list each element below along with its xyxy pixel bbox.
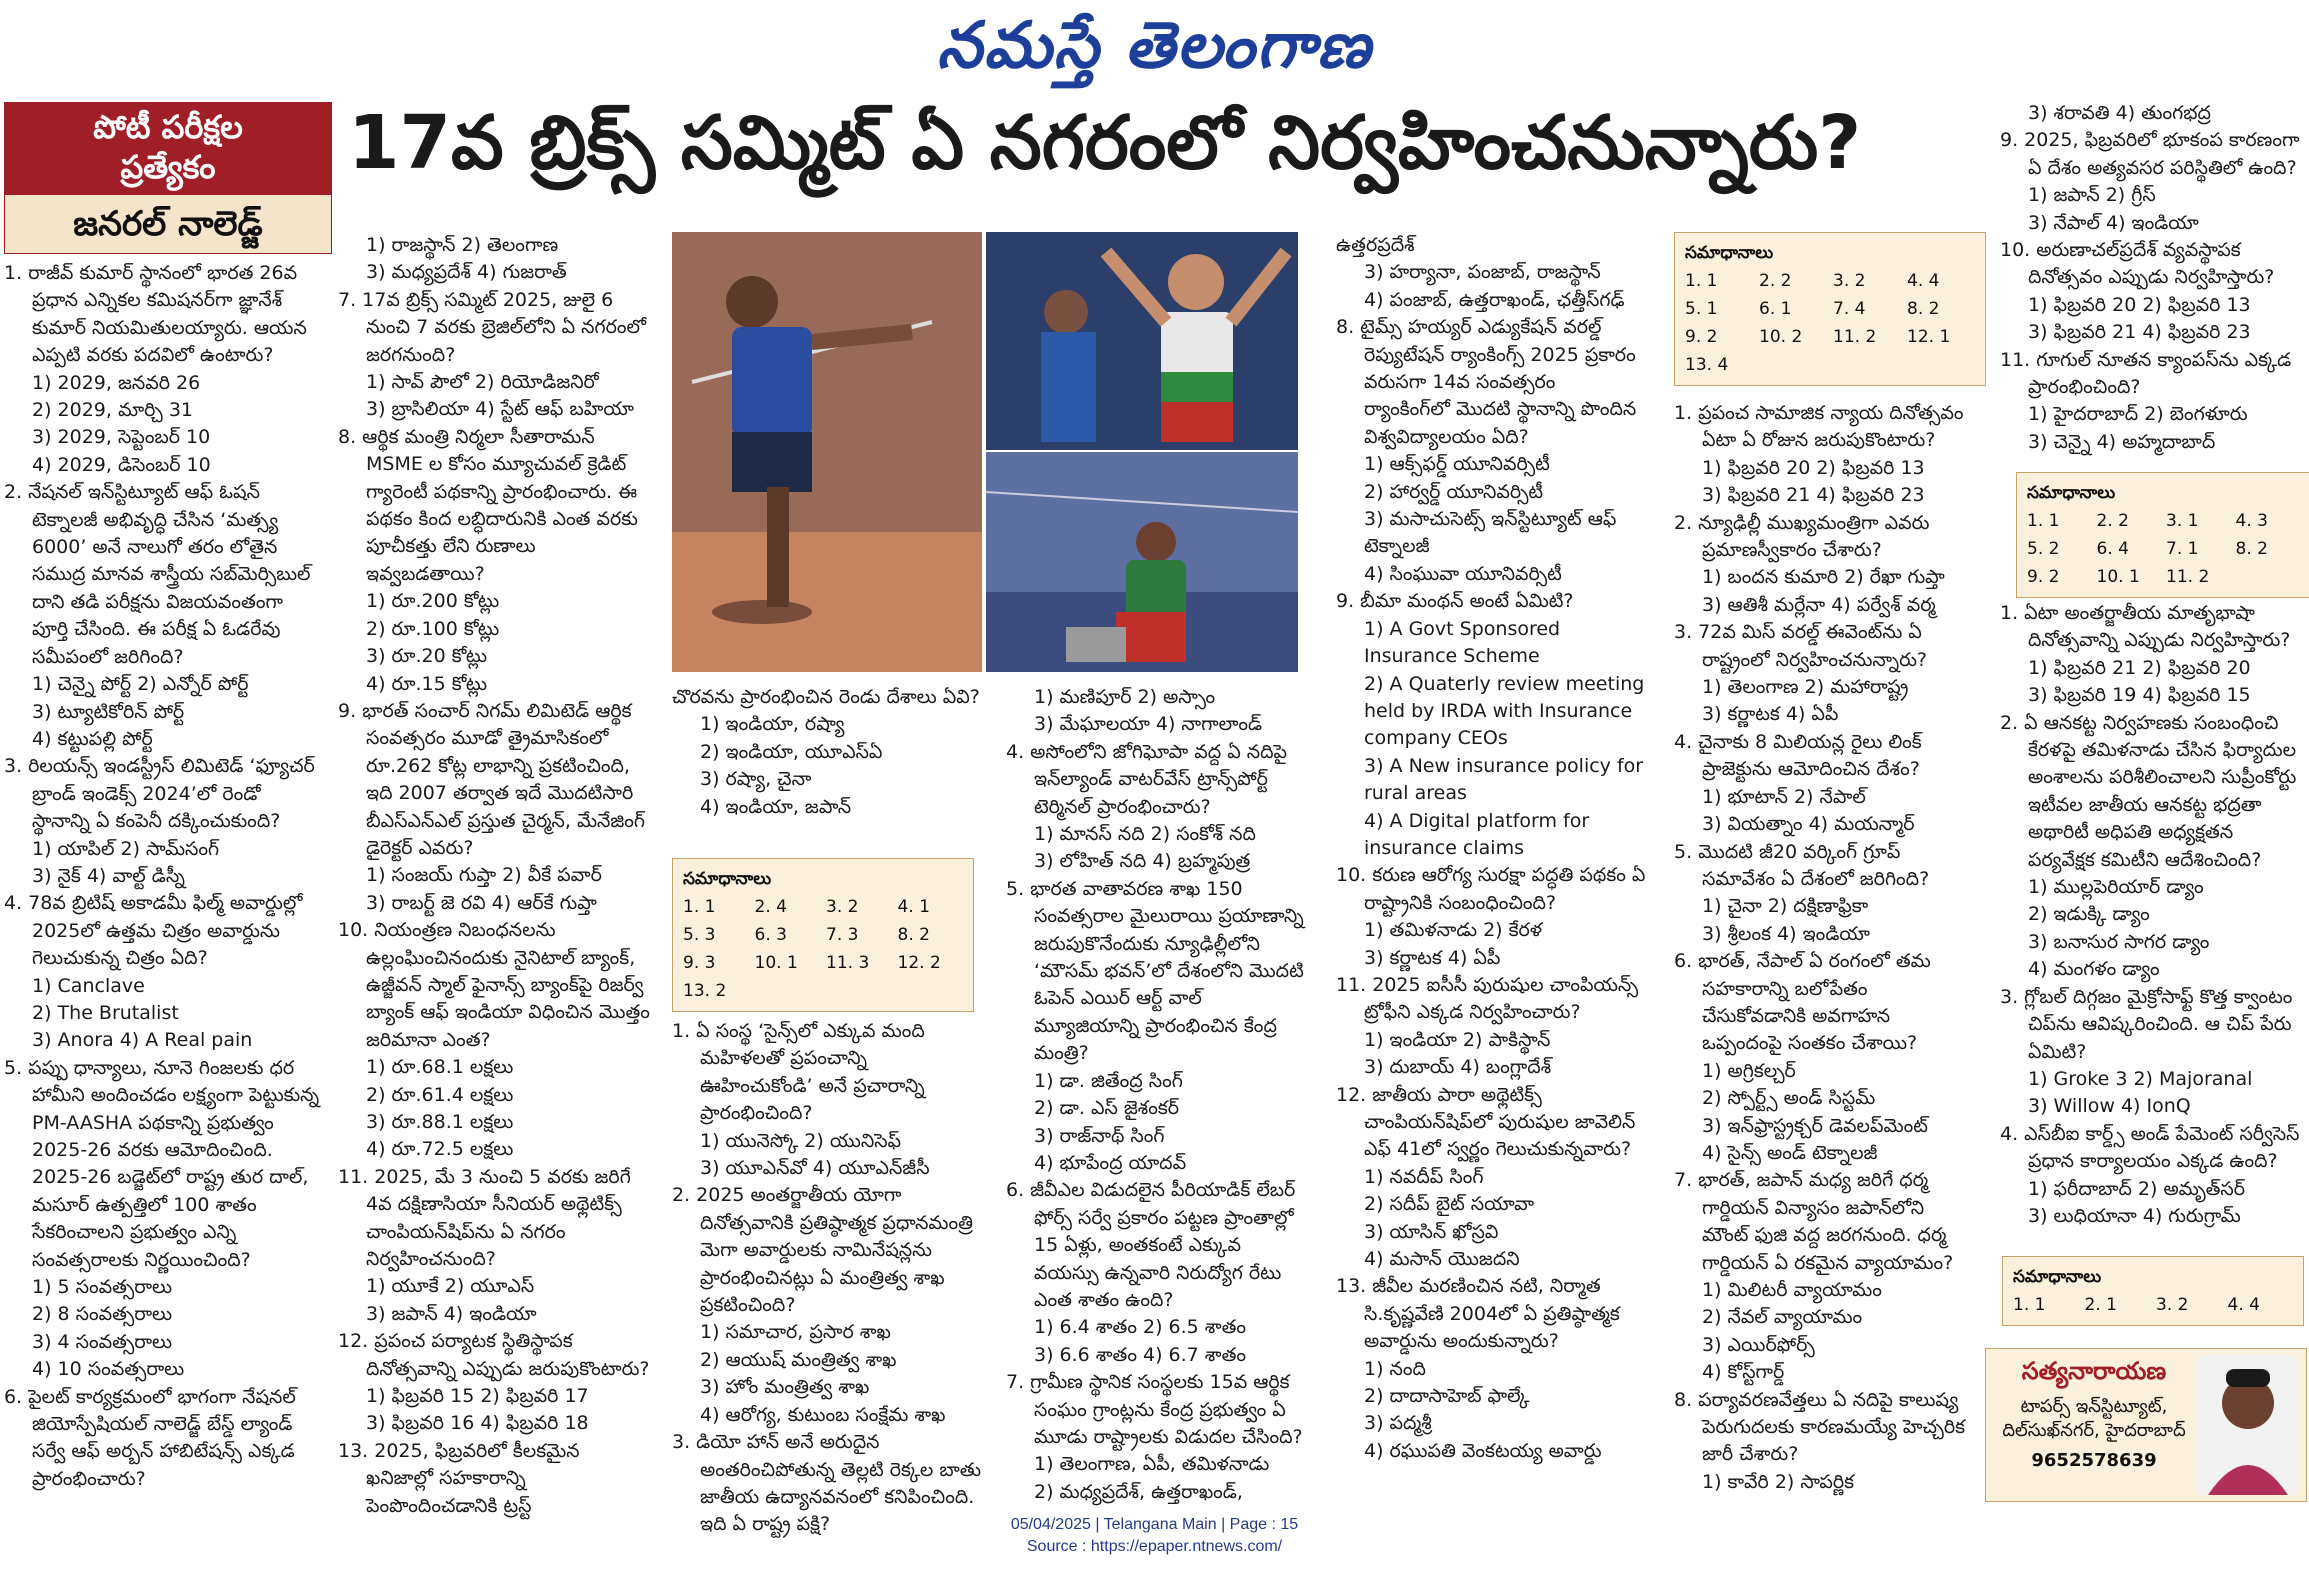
- answer-item: 8. 2: [1907, 299, 1940, 319]
- option-text: 1) సంజయ్ గుప్తా 2) వీకే పవార్: [366, 864, 602, 887]
- option-text: 3) యాసిన్ ఖోస్రవి: [1364, 1220, 1499, 1243]
- option-text: 1) A Govt Sponsored Insurance Scheme: [1364, 617, 1561, 668]
- answers-grid: [1685, 267, 1975, 379]
- option-text: 1) Groke 3 2) Majoranal: [2028, 1067, 2253, 1090]
- question-text: 10. నియంత్రణ నిబంధనలను ఉల్లంఘించినందుకు నైనిటాల్ బ్యాంక్, ఉజ్జీవన్ స్మాల్ ఫైనాన్స్ బ్యాంక్‌పై రిజర్వ్ బ్యాంక్ ఆఫ్ ఇండియా విధించిన మొత్తం జరిమానా ఎంత?: [338, 919, 650, 1051]
- question-text: 3. గ్లోబల్ దిగ్గజం మైక్రోసాఫ్ట్ కొత్త క్వాంటం చిప్‌ను ఆవిష్కరించింది. ఆ చిప్ పేరు ఏమిటి?: [2000, 985, 2293, 1063]
- answer-item: 3. 2: [2156, 1295, 2189, 1315]
- question-text: 9. 2025, ఫిబ్రవరిలో భూకంప కారణంగా ఏ దేశం అత్యవసర పరిస్థితిలో ఉంది?: [2000, 129, 2300, 179]
- option-text: 4) A Digital platform for insurance claims: [1364, 809, 1590, 859]
- option-text: 3) రాజ్‌నాథ్ సింగ్: [1034, 1124, 1165, 1147]
- masthead: నమస్తే తెలంగాణ: [936, 8, 1373, 83]
- option-text: 2) డా. ఎస్ జైశంకర్: [1034, 1097, 1180, 1120]
- option-text: 1) 6.4 శాతం 2) 6.5 శాతం: [1034, 1316, 1246, 1339]
- option-text: 3) ఎయిర్‌ఫోర్స్: [1702, 1333, 1815, 1356]
- question-text: 9. బీమా మంథన్ అంటే ఏమిటి?: [1336, 590, 1574, 613]
- option-text: 1) Canclave: [32, 974, 145, 997]
- section-line1: పోటీ పరీక్షల: [93, 108, 243, 146]
- column-6: [1674, 400, 1974, 1496]
- question-text: 9. భారత్ సంచార్ నిగమ్ లిమిటెడ్ ఆర్థిక సంవత్సరం మూడో త్రైమాసికంలో రూ.262 కోట్ల లాభాన్ని ప్రకటించింది, ఇది 2007 తర్వాత ఇదే మొదటిసారి బీఎస్ఎన్ఎల్ ప్రస్తుత చైర్మన్, మేనేజింగ్ డైరెక్టర్ ఎవరు?: [338, 699, 645, 859]
- option-text: 4) భూపేంద్ర యాదవ్: [1034, 1151, 1187, 1174]
- question-text: 12. జాతీయ పారా అథ్లెటిక్స్ చాంపియన్‌షిప్‌లో పురుషుల జావెలిన్ ఎఫ్ 41లో స్వర్ణం గెలుచుకున్నవారు?: [1336, 1083, 1636, 1161]
- option-text: 1) యునెస్కో 2) యునిసెఫ్: [700, 1129, 902, 1152]
- column-7-top: [2000, 100, 2300, 456]
- answer-item: 4. 4: [2227, 1295, 2260, 1315]
- option-text: 2) మధ్యప్రదేశ్, ఉత్తరాఖండ్,: [1034, 1480, 1243, 1503]
- headline: 17వ బ్రిక్స్ సమ్మిట్ ఏ నగరంలో నిర్వహించనున్నారు?: [348, 100, 1862, 186]
- author-name: సత్యనారాయణ: [2021, 1357, 2167, 1385]
- option-text: 3) ఫిబ్రవరి 19 4) ఫిబ్రవరి 15: [2028, 684, 2251, 707]
- question-text: 4. చైనాకు 8 మిలియన్ల రైలు లింక్ ప్రాజెక్టును ఆమోదించిన దేశం?: [1674, 730, 1922, 781]
- option-text: 3) Anora 4) A Real pain: [32, 1029, 253, 1052]
- option-text: 3) వియత్నాం 4) మయన్మార్: [1702, 813, 1915, 836]
- option-text: 1) యాపిల్ 2) సామ్‌సంగ్: [32, 837, 220, 860]
- option-text: 2) నేవల్ వ్యాయామం: [1702, 1306, 1863, 1329]
- answer-item: 6. 3: [754, 925, 787, 945]
- question-text: 3. 72వ మిస్ వరల్డ్ ఈవెంట్‌ను ఏ రాష్ట్రంలో నిర్వహించనున్నారు?: [1674, 621, 1928, 671]
- option-text: 3) శరావతి 4) తుంగభద్ర: [2028, 102, 2211, 124]
- column-7-bottom: [2000, 600, 2300, 1230]
- answer-item: 12. 1: [1907, 327, 1951, 347]
- option-text: 3) ఫిబ్రవరి 21 4) ఫిబ్రవరి 23: [2028, 321, 2251, 344]
- question-text: 1. రాజీవ్ కుమార్ స్థానంలో భారత 26వ ప్రధాన ఎన్నికల కమిషనర్‌గా జ్ఞానేశ్ కుమార్ నియమితులయ్యారు. ఆయన ఎప్పటి వరకు పదవిలో ఉంటారు?: [4, 262, 307, 367]
- answer-item: 1. 1: [2013, 1295, 2046, 1315]
- option-text: 1) ఫిబ్రవరి 20 2) ఫిబ్రవరి 13: [1702, 456, 1925, 479]
- option-text: 3) 2029, సెప్టెంబర్ 10: [32, 426, 211, 449]
- answer-item: 5. 3: [683, 925, 716, 945]
- answer-item: 9. 2: [1685, 327, 1718, 347]
- option-text: 1) రాజస్థాన్ 2) తెలంగాణ: [366, 234, 559, 256]
- answer-item: 5. 2: [2027, 539, 2060, 559]
- answer-item: 13. 4: [1685, 355, 1729, 375]
- option-text: 1) ఇండియా 2) పాకిస్థాన్: [1364, 1028, 1551, 1051]
- footer: [0, 1514, 2309, 1558]
- footer-source: Source : https://epaper.ntnews.com/: [1026, 1538, 1283, 1555]
- answer-item: 1. 1: [1685, 271, 1718, 291]
- answer-item: 2. 2: [1759, 271, 1792, 291]
- option-text: 2) రూ.100 కోట్లు: [366, 617, 500, 640]
- option-text: 1) 5 సంవత్సరాలు: [32, 1276, 173, 1299]
- answer-item: 2. 4: [754, 897, 787, 917]
- option-text: 3) లుధియానా 4) గురుగ్రామ్: [2028, 1204, 2241, 1227]
- option-text: 3) హర్యానా, పంజాబ్, రాజస్థాన్: [1364, 261, 1601, 284]
- answer-item: 1. 1: [2027, 511, 2060, 531]
- section-tag: [4, 102, 332, 254]
- question-text: 11. గూగుల్ నూతన క్యాంపస్‌ను ఎక్కడ ప్రారంభించింది?: [2000, 348, 2292, 399]
- option-text: 4) ఆరోగ్య, కుటుంబ సంక్షేమ శాఖ: [700, 1403, 946, 1426]
- option-text: 4) ఇండియా, జపాన్: [700, 795, 852, 818]
- question-text: 8. టైమ్స్ హయ్యర్ ఎడ్యుకేషన్ వరల్డ్ రెప్యుటేషన్ ర్యాంకింగ్స్ 2025 ప్రకారం వరుసగా 14వ సంవత్సరం ర్యాంకింగ్‌లో మొదటి స్థానాన్ని పొందిన విశ్వవిద్యాలయం ఏది?: [1336, 316, 1637, 448]
- option-text: 4) రూ.72.5 లక్షలు: [366, 1138, 514, 1161]
- option-text: 1) మానస్ నది 2) సంకోశ్ నది: [1034, 823, 1256, 846]
- option-text: 1) ఫరీదాబాద్ 2) అమృత్‌సర్: [2028, 1177, 2245, 1200]
- option-text: 3) A New insurance policy for rural areas: [1364, 754, 1644, 805]
- author-line1: టాపర్స్ ఇన్‌స్టిట్యూట్,: [2020, 1396, 2168, 1417]
- option-text: 4) సింఘువా యూనివర్సిటీ: [1364, 562, 1562, 585]
- option-text: 4) మసాన్ యొజదని: [1364, 1248, 1520, 1271]
- option-text: 3) కర్ణాటక 4) ఏపీ: [1364, 946, 1501, 969]
- question-text: 8. ఆర్థిక మంత్రి నిర్మలా సీతారామన్ MSME ల కోసం మ్యూచువల్ క్రెడిట్ గ్యారెంటీ పథకాన్ని ప్రారంభించారు. ఈ పథకం కింద లబ్ధిదారునికి ఎంత వరకు పూచీకత్తు లేని రుణాలు ఇవ్వబడతాయి?: [338, 425, 638, 585]
- option-text: 1) ఇండియా, రష్యా: [700, 713, 845, 736]
- option-text: 1) జపాన్ 2) గ్రీస్: [2028, 184, 2156, 207]
- option-text: 1) యూకే 2) యూఎస్: [366, 1275, 535, 1298]
- option-text: 2) The Brutalist: [32, 1001, 179, 1024]
- question-text: 2. న్యూఢిల్లీ ముఖ్యమంత్రిగా ఎవరు ప్రమాణస్వీకారం చేశారు?: [1674, 511, 1930, 562]
- photo-athlete: [672, 232, 982, 672]
- answer-item: 7. 1: [2166, 539, 2199, 559]
- question-text: 5. మొదటి జీ20 వర్కింగ్ గ్రూప్ సమావేశం ఏ దేశంలో జరిగింది?: [1674, 840, 1930, 890]
- option-text: 1) బందన కుమారి 2) రేఖా గుప్తా: [1702, 566, 1945, 589]
- answer-item: 1. 1: [683, 897, 716, 917]
- answers-grid: [2027, 507, 2299, 591]
- answers-title: సమాధానాలు: [1685, 243, 1774, 263]
- option-text: 1) హైదరాబాద్ 2) బెంగళూరు: [2028, 403, 2248, 426]
- option-text: 2) సదీప్ బైట్ సయావా: [1364, 1193, 1534, 1216]
- option-text: 1) ముల్లపెరియార్ డ్యాం: [2028, 876, 2204, 899]
- column-2: [338, 232, 652, 1520]
- option-text: 3) 6.6 శాతం 4) 6.7 శాతం: [1034, 1343, 1246, 1366]
- question-text: 5. భారత వాతావరణ శాఖ 150 సంవత్సరాల మైలురాయి ప్రయాణాన్ని జరుపుకొనేందుకు న్యూఢిల్లీలోని ‘మౌసమ్ భవన్’లో దేశంలోని మొదటి ఓపెన్ ఎయిర్ ఆర్ట్ వాల్ మ్యూజియాన్ని ప్రారంభించిన కేంద్ర మంత్రి?: [1006, 877, 1304, 1065]
- option-text: 2) ఆయుష్ మంత్రిత్వ శాఖ: [700, 1348, 897, 1371]
- option-text: 3) లోహిత్ నది 4) బ్రహ్మపుత్ర: [1034, 850, 1251, 873]
- option-text: 3) మసాచుసెట్స్ ఇన్‌స్టిట్యూట్ ఆఫ్ టెక్నాలజీ: [1364, 508, 1617, 558]
- answer-item: 7. 3: [826, 925, 859, 945]
- question-text: 2. నేషనల్ ఇన్‌స్టిట్యూట్ ఆఫ్ ఓషన్ టెక్నాలజీ అభివృద్ధి చేసిన ‘మత్స్య 6000’ అనే నాలుగో తరం లోతైన సముద్ర మానవ శాస్త్రీయ సబ్‌మెర్సిబుల్ దాని తడి పరీక్షను విజయవంతంగా పూర్తి చేసింది. ఈ పరీక్ష ఏ ఓడరేవు సమీపంలో జరిగింది?: [4, 481, 311, 668]
- column-5: [1336, 232, 1646, 1465]
- answer-item: 5. 1: [1685, 299, 1718, 319]
- question-text: 1. ఏ సంస్థ ‘సైన్స్‌లో ఎక్కువ మంది మహిళలతో ప్రపంచాన్ని ఊహించుకోండి’ అనే ప్రచారాన్ని ప్రారంభించింది?: [672, 1020, 925, 1125]
- answer-item: 3. 2: [1833, 271, 1866, 291]
- text-line: ఉత్తరప్రదేశ్: [1336, 234, 1415, 256]
- option-text: 3) నైక్ 4) వాల్ట్ డిస్నీ: [32, 864, 185, 887]
- answer-item: 7. 4: [1833, 299, 1866, 319]
- option-text: 3) యూఎన్‌వో 4) యూఎన్‌జీసీ: [700, 1157, 930, 1180]
- answers-box-2: [1674, 232, 1986, 386]
- photo-kneeling-art: [986, 452, 1298, 672]
- option-text: 2) 2029, మార్చి 31: [32, 399, 193, 422]
- option-text: 1) చైనా 2) దక్షిణాఫ్రికా: [1702, 895, 1869, 918]
- question-text: 2. 2025 అంతర్జాతీయ యోగా దినోత్సవానికి ప్రతిష్ఠాత్మక ప్రధానమంత్రి మెగా అవార్డులకు నామినేషన్లను ప్రారంభించినట్లు ఏ మంత్రిత్వ శాఖ ప్రకటించింది?: [672, 1184, 974, 1317]
- option-text: 1) నవదీప్ సింగ్: [1364, 1165, 1484, 1188]
- question-text: 12. ప్రపంచ పర్యాటక స్థితిస్థాపక దినోత్సవాన్ని ఎప్పుడు జరుపుకొంటారు?: [338, 1330, 650, 1380]
- answer-item: 4. 1: [897, 897, 930, 917]
- author-box: [1985, 1348, 2307, 1502]
- photo-athlete-art: [672, 232, 982, 672]
- question-text: 10. అరుణాచల్‌ప్రదేశ్ వ్యవస్థాపక దినోత్సవం ఎప్పుడు నిర్వహిస్తారు?: [2000, 239, 2275, 289]
- option-text: 2) ఇడుక్కి డ్యాం: [2028, 903, 2150, 926]
- option-text: 1) మిలిటరీ వ్యాయామం: [1702, 1279, 1882, 1301]
- answer-item: 8. 2: [2235, 539, 2268, 559]
- option-text: 1) తమిళనాడు 2) కేరళ: [1364, 919, 1543, 942]
- section-line2: ప్రత్యేకం: [120, 148, 216, 186]
- option-text: 3) రష్యా, చైనా: [700, 768, 812, 791]
- option-text: 4) రఘుపతి వెంకటయ్య అవార్డు: [1364, 1439, 1602, 1462]
- option-text: 3) హోం మంత్రిత్వ శాఖ: [700, 1376, 870, 1399]
- option-text: 1) తెలంగాణ 2) మహారాష్ట్ర: [1702, 676, 1909, 699]
- option-text: 3) రాబర్ట్ జె రవి 4) ఆర్‌కే గుప్తా: [366, 891, 597, 914]
- option-text: 1) చెన్నై పోర్ట్ 2) ఎన్నోర్ పోర్ట్: [32, 673, 249, 696]
- option-text: 2) స్పోర్ట్స్ అండ్ సిస్టమ్: [1702, 1087, 1876, 1110]
- answers-box-4: [2002, 1256, 2304, 1326]
- option-text: 2) ఇండియా, యూఎస్ఏ: [700, 740, 883, 763]
- option-text: 3) పద్మశ్రీ: [1364, 1412, 1432, 1435]
- column-4: [1006, 684, 1306, 1506]
- question-text: 4. అసోంలోని జోగిఘోపా వద్ద ఏ నదిపై ఇన్‌ల్యాండ్ వాటర్‌వేస్ ట్రాన్స్‌పోర్ట్ టెర్మినల్ ప్రారంభించారు?: [1006, 740, 1288, 818]
- section-sub: జనరల్ నాలెడ్జ్: [5, 195, 331, 253]
- author-line2: దిల్‌సుఖ్‌నగర్, హైదరాబాద్: [2002, 1420, 2186, 1441]
- option-text: 4) కోస్ట్‌గార్డ్: [1702, 1361, 1785, 1384]
- answer-item: 9. 2: [2027, 567, 2060, 587]
- answer-item: 6. 1: [1759, 299, 1792, 319]
- option-text: 1) 2029, జనవరి 26: [32, 371, 201, 394]
- question-text: 7. 17వ బ్రిక్స్ సమ్మిట్ 2025, జులై 6 నుంచి 7 వరకు బ్రెజిల్‌లోని ఏ నగరంలో జరగనుంది?: [338, 288, 647, 366]
- question-text: 1. ప్రపంచ సామాజిక న్యాయ దినోత్సవం ఏటా ఏ రోజున జరుపుకొంటారు?: [1674, 402, 1964, 452]
- option-text: 3) నేపాల్ 4) ఇండియా: [2028, 211, 2199, 234]
- question-text: 10. కరుణ ఆరోగ్య సురక్షా పద్ధతి పథకం ఏ రాష్ట్రానికి సంబంధించింది?: [1336, 864, 1646, 914]
- option-text: 1) నంది: [1364, 1357, 1426, 1380]
- option-text: 4) రూ.15 కోట్లు: [366, 672, 488, 695]
- photo-kneeling: [986, 452, 1298, 672]
- answer-item: 3. 1: [2166, 511, 2199, 531]
- answers-grid: [683, 893, 963, 1005]
- question-text: 7. గ్రామీణ స్థానిక సంస్థలకు 15వ ఆర్థిక సంఘం గ్రాంట్లను కేంద్ర ప్రభుత్వం ఏ మూడు రాష్ట్రాలకు విడుదల చేసింది?: [1006, 1371, 1303, 1448]
- answer-item: 12. 2: [897, 953, 941, 973]
- option-text: 1) రూ.68.1 లక్షలు: [366, 1056, 514, 1079]
- question-text: 1. ఏటా అంతర్జాతీయ మాతృభాషా దినోత్సవాన్ని ఎప్పుడు నిర్వహిస్తారు?: [2000, 602, 2291, 652]
- answer-item: 4. 4: [1907, 271, 1940, 291]
- option-text: 1) కావేరి 2) సాపర్ణిక: [1702, 1470, 1855, 1493]
- option-text: 3) ఆతిశీ మర్లేనా 4) పర్వేశ్ వర్మ: [1702, 593, 1936, 616]
- option-text: 4) మంగళం డ్యాం: [2028, 958, 2160, 981]
- option-text: 4) 2029, డిసెంబర్ 10: [32, 453, 211, 476]
- option-text: 3) రూ.20 కోట్లు: [366, 645, 488, 668]
- option-text: 4) కట్టుపల్లి పోర్ట్: [32, 727, 153, 750]
- question-text: 6. జీవీఎల విడుదలైన పీరియాడిక్ లేబర్ ఫోర్స్ సర్వే ప్రకారం పట్టణ ప్రాంతాల్లో 15 ఏళ్లు, అంతకంటే ఎక్కువ వయస్సు ఉన్నవారి నిరుద్యోగ రేటు ఎంత శాతం ఉంది?: [1006, 1179, 1296, 1311]
- question-text: 6. పైలట్ కార్యక్రమంలో భాగంగా నేషనల్ జియోస్పేషియల్ నాలెడ్జ్ బేస్డ్ ల్యాండ్ సర్వే ఆఫ్ అర్బన్ హాబిటేషన్స్ ఎక్కడ ప్రారంభించారు?: [4, 1385, 296, 1490]
- option-text: 3) ఫిబ్రవరి 16 4) ఫిబ్రవరి 18: [366, 1412, 589, 1435]
- option-text: 1) ఫిబ్రవరి 21 2) ఫిబ్రవరి 20: [2028, 656, 2251, 679]
- question-text: 11. 2025, మే 3 నుంచి 5 వరకు జరిగే 4వ దక్షిణాసియా సీనియర్ అథ్లెటిక్స్ చాంపియన్‌షిప్‌ను ఏ నగరం నిర్వహించనుంది?: [338, 1165, 631, 1271]
- question-text: 6. భారత్, నేపాల్ ఏ రంగంలో తమ సహకారాన్ని బలోపేతం చేసుకోవడానికి అవగాహన ఒప్పందంపై సంతకం చేశాయి?: [1674, 950, 1931, 1055]
- column-3-top: [672, 684, 982, 821]
- question-text: 11. 2025 ఐసీసీ పురుషుల చాంపియన్స్ ట్రోఫీని ఎక్కడ నిర్వహించారు?: [1336, 973, 1639, 1024]
- question-text: 4. 78వ బ్రిటిష్ అకాడమీ ఫిల్మ్ అవార్డుల్లో 2025లో ఉత్తమ చిత్రం అవార్డును గెలుచుకున్న చిత్రం ఏది?: [4, 892, 303, 970]
- answer-item: 2. 1: [2084, 1295, 2117, 1315]
- question-text: 13. జీవీల మరణించిన నటి, నిర్మాత సి.కృష్ణవేణి 2004లో ఏ ప్రతిష్ఠాత్మక అవార్డును అందుకున్నారు?: [1336, 1275, 1620, 1353]
- option-text: 1) సావ్ పౌలో 2) రియోడిజనిరో: [366, 371, 599, 394]
- option-text: 3) దుబాయ్ 4) బంగ్లాదేశ్: [1364, 1056, 1552, 1079]
- answer-item: 8. 2: [897, 925, 930, 945]
- column-3-bottom: [672, 1018, 982, 1539]
- author-photo: [2198, 1355, 2298, 1495]
- column-1: [4, 260, 320, 1493]
- answer-item: 13. 2: [683, 981, 727, 1001]
- answer-item: 11. 3: [826, 953, 870, 973]
- option-text: 1) డా. జితేంద్ర సింగ్: [1034, 1069, 1183, 1092]
- question-text: 8. పర్యావరణవేత్తలు ఏ నదిపై కాలుష్య పెరుగుదలకు కారణమయ్యే హెచ్చరిక జారీ చేశారు?: [1674, 1388, 1966, 1466]
- question-text: 3. డియో హాన్ అనే అరుదైన అంతరించిపోతున్న తెల్లటి రెక్కల బాతు జాతీయ ఉద్యానవనంలో కనిపించింది. ఇది ఏ రాష్ట్ర పక్షి?: [672, 1431, 982, 1536]
- option-text: 2) A Quaterly review meeting held by IRDA with Insurance company CEOs: [1364, 672, 1645, 750]
- option-text: 1) ఆక్స్‌ఫర్డ్ యూనివర్సిటీ: [1364, 453, 1550, 476]
- answer-item: 10. 1: [2096, 567, 2140, 587]
- option-text: 2) హార్వర్డ్ యూనివర్సిటీ: [1364, 480, 1544, 503]
- option-text: 2) దాదాసాహెబ్ ఫాల్కే: [1364, 1385, 1530, 1408]
- question-text: 7. భారత్, జపాన్ మధ్య జరిగే ధర్మ గార్డియన్ విన్యాసం జపాన్‌లోని మౌంట్ ఫుజి వద్ద జరగనుంది. ధర్మ గార్డియన్ ఏ రకమైన వ్యాయామం?: [1674, 1169, 1954, 1274]
- option-text: 3) బనాసుర సాగర డ్యాం: [2028, 930, 2210, 953]
- option-text: 3) జపాన్ 4) ఇండియా: [366, 1302, 537, 1325]
- answers-title: సమాధానాలు: [683, 869, 772, 889]
- answer-item: 4. 3: [2235, 511, 2268, 531]
- question-text: 3. రిలయన్స్ ఇండస్ట్రీస్ లిమిటెడ్ ‘ఫ్యూచర్ బ్రాండ్ ఇండెక్స్ 2024’లో రెండో స్థానాన్ని ఏ కంపెనీ దక్కించుకుంది?: [4, 755, 315, 833]
- option-text: 2) రూ.61.4 లక్షలు: [366, 1083, 514, 1106]
- question-text: 4. ఎస్‌బీఐ కార్డ్స్ అండ్ పేమెంట్ సర్వీసెస్ ప్రధాన కార్యాలయం ఎక్కడ ఉంది?: [2000, 1122, 2300, 1173]
- option-text: 1) రూ.200 కోట్లు: [366, 590, 500, 613]
- footer-dateline: 05/04/2025 | Telangana Main | Page : 15: [1010, 1516, 1299, 1533]
- option-text: 3) ట్యూటికోరిన్ పోర్ట్: [32, 700, 185, 723]
- option-text: 2) 8 సంవత్సరాలు: [32, 1303, 173, 1326]
- option-text: 1) ఫిబ్రవరి 20 2) ఫిబ్రవరి 13: [2028, 293, 2251, 316]
- answer-item: 10. 1: [754, 953, 798, 973]
- option-text: 3) 4 సంవత్సరాలు: [32, 1330, 173, 1353]
- answers-grid: [2013, 1291, 2293, 1319]
- option-text: 4) పంజాబ్, ఉత్తరాఖండ్, ఛత్తీస్‌గఢ్: [1364, 288, 1625, 311]
- option-text: 3) కర్ణాటక 4) ఏపీ: [1702, 703, 1839, 726]
- answer-item: 9. 3: [683, 953, 716, 973]
- option-text: 1) సమాచార, ప్రసార శాఖ: [700, 1321, 891, 1344]
- option-text: 4) సైన్స్ అండ్ టెక్నాలజీ: [1702, 1141, 1878, 1164]
- option-text: 1) అగ్రికల్చర్: [1702, 1059, 1796, 1082]
- option-text: 1) ఫిబ్రవరి 15 2) ఫిబ్రవరి 17: [366, 1385, 589, 1408]
- option-text: 1) తెలంగాణ, ఏపీ, తమిళనాడు: [1034, 1453, 1270, 1476]
- section-label: [5, 103, 331, 195]
- option-text: 3) శ్రీలంక 4) ఇండియా: [1702, 922, 1870, 945]
- answers-title: సమాధానాలు: [2027, 483, 2116, 503]
- option-text: 3) చెన్నై 4) అహ్మదాబాద్: [2028, 430, 2216, 453]
- answer-item: 10. 2: [1759, 327, 1803, 347]
- answers-title: సమాధానాలు: [2013, 1267, 2102, 1287]
- question-text: 5. పప్పు ధాన్యాలు, నూనె గింజలకు ధర హామీని అందించడం లక్ష్యంగా పెట్టుకున్న PM-AASHA పథకాన్ని ప్రభుత్వం 2025-26 వరకు ఆమోదించింది. 2025-26 బడ్జెట్‌లో రాష్ట్ర తుర దాల్, మసూర్ ఉత్పత్తిలో 100 శాతం సేకరించాలని ప్రభుత్వం ఎన్ని సంవత్సరాలకు నిర్ణయించింది?: [4, 1056, 320, 1271]
- option-text: 3) రూ.88.1 లక్షలు: [366, 1111, 514, 1133]
- option-text: 3) ఫిబ్రవరి 21 4) ఫిబ్రవరి 23: [1702, 484, 1925, 507]
- question-text: 2. ఏ ఆనకట్ట నిర్వహణకు సంబంధించి కేరళపై తమిళనాడు చేసిన ఫిర్యాదుల అంశాలను పరిశీలించాలని సుప్రీంకోర్టు ఇటీవల జాతీయ ఆనకట్ట భద్రతా అథారిటీ అధిపతి అధ్యక్షతన పర్యవేక్షక కమిటీని ఆదేశించింది?: [2000, 711, 2297, 871]
- question-text: 13. 2025, ఫిబ్రవరిలో కీలకమైన ఖనిజాల్లో సహకారాన్ని పెంపొందించడానికి ట్రస్ట్: [338, 1439, 580, 1517]
- text-line: చొరవను ప్రారంభించిన రెండు దేశాలు ఏవి?: [672, 686, 980, 708]
- answers-box-3: [2016, 472, 2309, 598]
- photo-celebration: [986, 232, 1298, 450]
- option-text: 3) బ్రాసిలియా 4) స్టేట్ ఆఫ్ బహియా: [366, 398, 634, 421]
- option-text: 4) 10 సంవత్సరాలు: [32, 1358, 185, 1381]
- photo-celebration-art: [986, 232, 1298, 450]
- option-text: 3) ఇన్‌ఫ్రాస్ట్రక్చర్ డెవలప్‌మెంట్: [1702, 1114, 1928, 1137]
- option-text: 3) మేఘాలయా 4) నాగాలాండ్: [1034, 713, 1263, 736]
- option-text: 3) Willow 4) IonQ: [2028, 1095, 2191, 1118]
- answer-item: 6. 4: [2096, 539, 2129, 559]
- option-text: 1) మణిపూర్ 2) అస్సాం: [1034, 686, 1216, 708]
- answer-item: 3. 2: [826, 897, 859, 917]
- answer-item: 11. 2: [1833, 327, 1877, 347]
- answers-box-1: [672, 858, 974, 1012]
- answer-item: 11. 2: [2166, 567, 2210, 587]
- answer-item: 2. 2: [2096, 511, 2129, 531]
- option-text: 3) మధ్యప్రదేశ్ 4) గుజరాత్: [366, 261, 567, 284]
- option-text: 1) భూటాన్ 2) నేపాల్: [1702, 785, 1866, 808]
- author-phone: 9652578639: [2031, 1450, 2157, 1471]
